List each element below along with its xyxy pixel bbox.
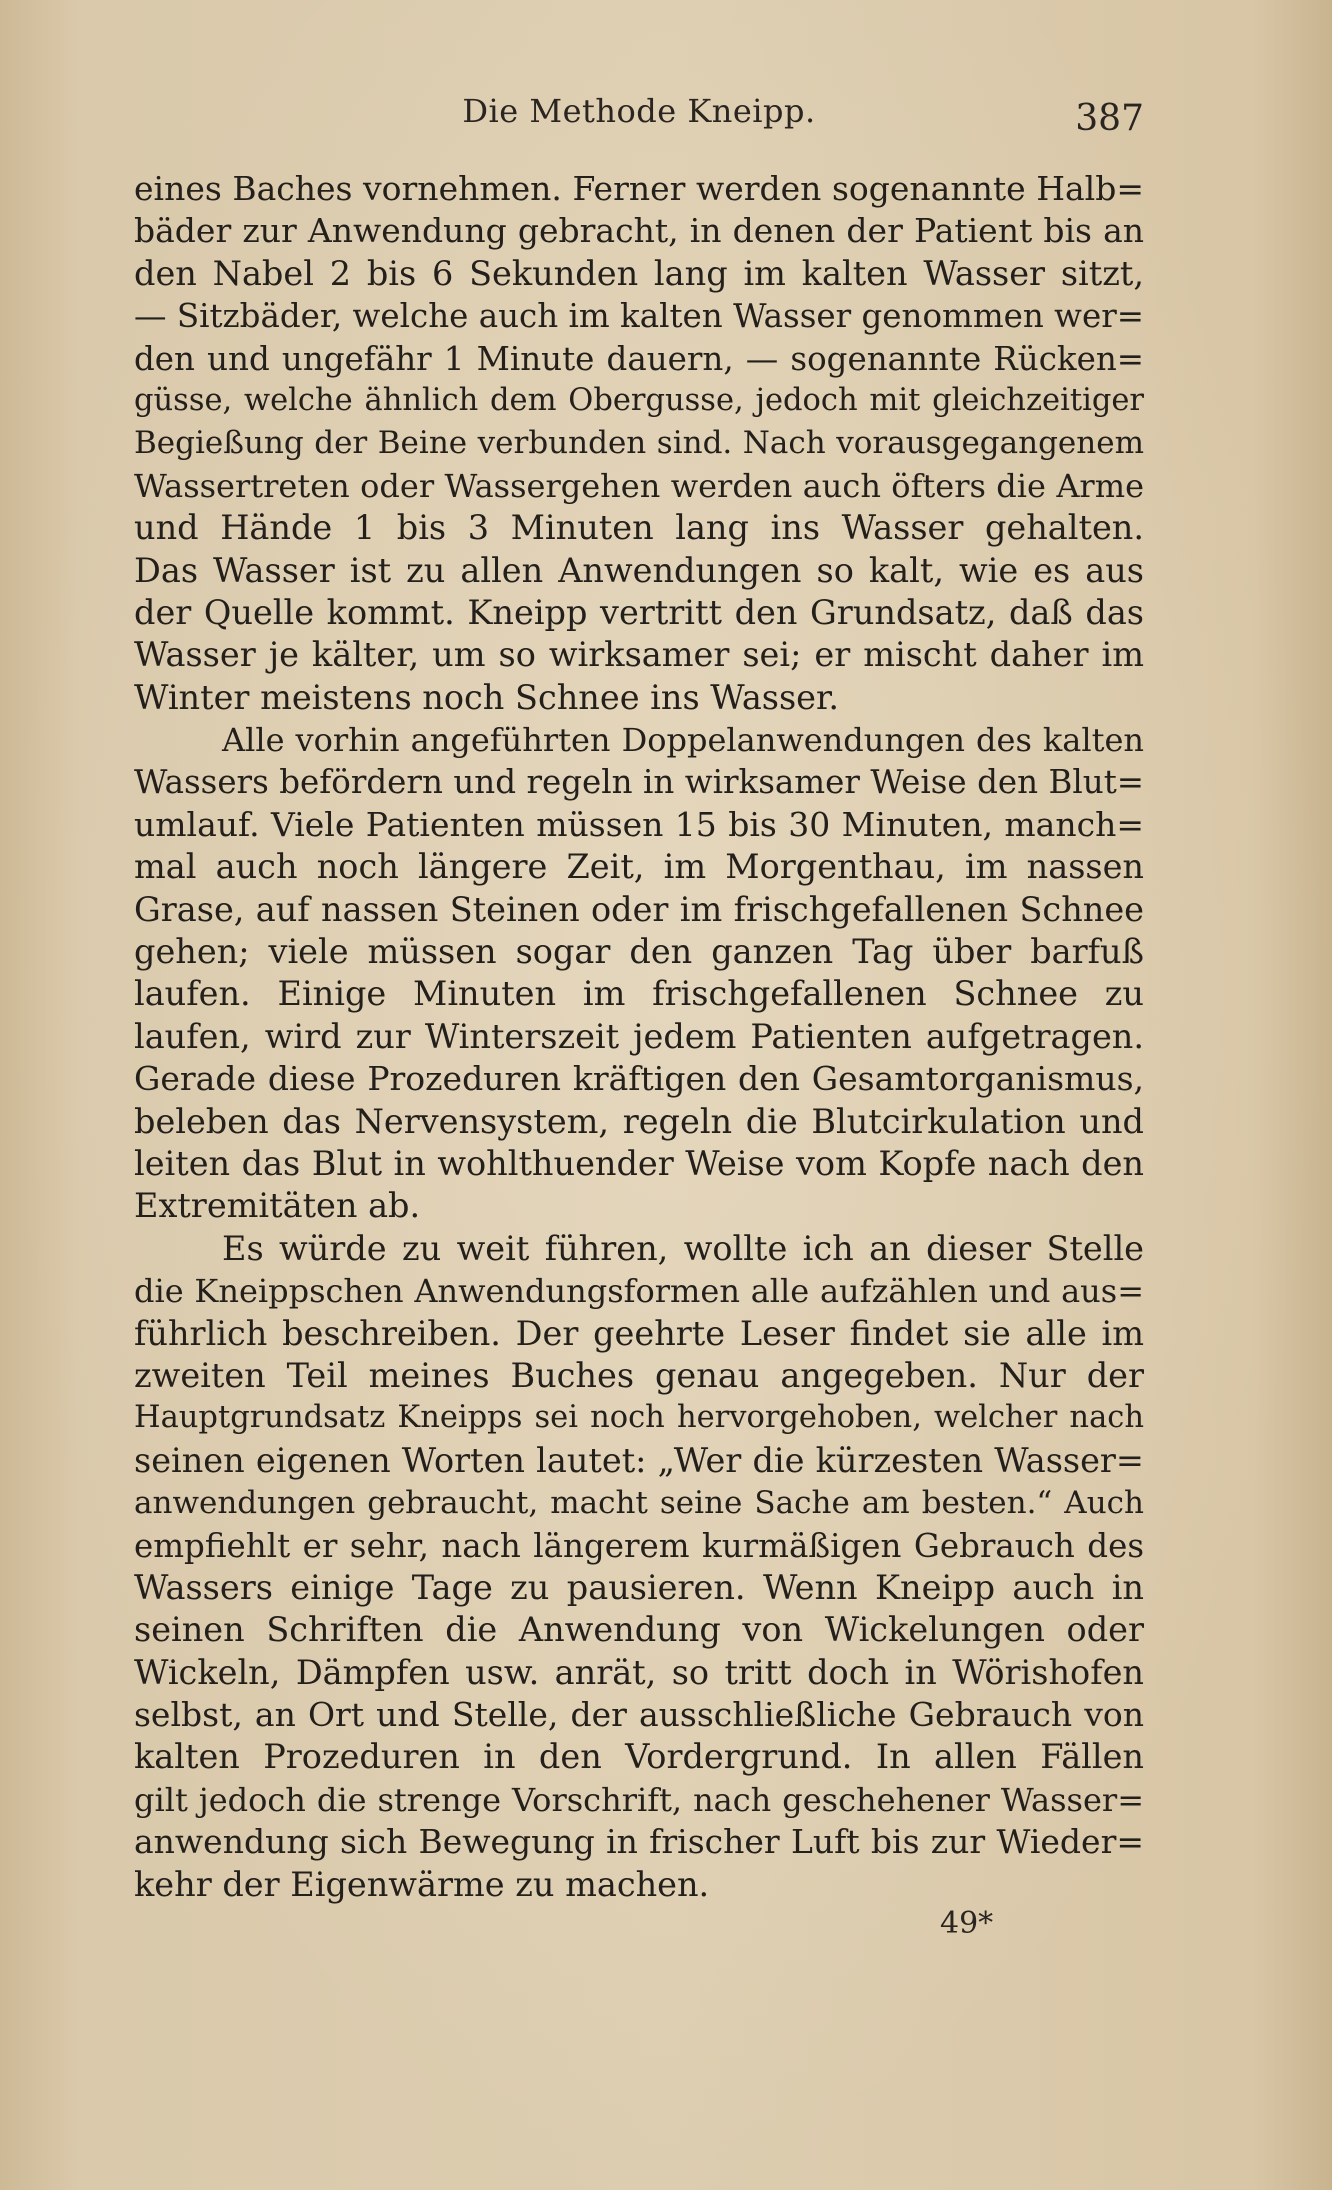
- text-line: Gerade diese Prozeduren kräftigen den Gesamtorganismus,: [134, 1059, 1144, 1099]
- text-line: den Nabel 2 bis 6 Sekunden lang im kalten Wasser sitzt,: [134, 253, 1144, 293]
- text-line: güsse, welche ähnlich dem Obergusse, jedoch mit gleichzeitiger: [134, 382, 1144, 418]
- text-line: den und ungefähr 1 Minute dauern, — sogenannte Rücken=: [134, 339, 1144, 378]
- text-line: führlich beschreiben. Der geehrte Leser findet sie alle im: [134, 1313, 1144, 1353]
- text-line: Wassers einige Tage zu pausieren. Wenn Kneipp auch in: [134, 1567, 1144, 1607]
- text-line: bäder zur Anwendung gebracht, in denen der Patient bis an: [134, 211, 1144, 251]
- text-line: Wasser je kälter, um so wirksamer sei; er mischt daher im: [134, 635, 1144, 675]
- text-line: kehr der Eigenwärme zu machen.: [134, 1864, 710, 1904]
- text-line: seinen eigenen Worten lautet: „Wer die kürzesten Wasser=: [134, 1440, 1144, 1480]
- text-line: Es würde zu weit führen, wollte ich an dieser Stelle: [222, 1228, 1144, 1268]
- text-line: anwendung sich Bewegung in frischer Luft bis zur Wieder=: [134, 1822, 1144, 1862]
- text-line: zweiten Teil meines Buches genau angegeben. Nur der: [134, 1355, 1144, 1395]
- text-line: leiten das Blut in wohlthuender Weise vom Kopfe nach den: [134, 1143, 1144, 1183]
- text-line: laufen, wird zur Winterszeit jedem Patienten aufgetragen.: [134, 1016, 1144, 1056]
- text-line: selbst, an Ort und Stelle, der ausschließliche Gebrauch von: [134, 1695, 1144, 1735]
- text-line: gehen; viele müssen sogar den ganzen Tag über barfuß: [134, 932, 1144, 972]
- text-line: Begießung der Beine verbunden sind. Nach vorausgegangenem: [134, 425, 1144, 462]
- text-line: gilt jedoch die strenge Vorschrift, nach geschehener Wasser=: [134, 1780, 1144, 1819]
- text-line: seinen Schriften die Anwendung von Wickelungen oder: [134, 1610, 1144, 1650]
- text-line: Wassers befördern und regeln in wirksamer Weise den Blut=: [134, 763, 1144, 802]
- text-line: empfiehlt er sehr, nach längerem kurmäßigen Gebrauch des: [134, 1526, 1144, 1565]
- text-line: — Sitzbäder, welche auch im kalten Wasser genommen wer=: [134, 297, 1144, 336]
- text-line: Extremitäten ab.: [134, 1186, 421, 1226]
- text-line: Grase, auf nassen Steinen oder im frischgefallenen Schnee: [134, 889, 1144, 929]
- text-line: anwendungen gebraucht, macht seine Sache am besten.“ Auch: [134, 1485, 1144, 1522]
- text-line: die Kneippschen Anwendungsformen alle aufzählen und aus=: [134, 1272, 1144, 1311]
- signature-mark: 49*: [940, 1906, 994, 1941]
- text-line: umlauf. Viele Patienten müssen 15 bis 30 Minuten, manch=: [134, 804, 1144, 844]
- text-line: Das Wasser ist zu allen Anwendungen so kalt, wie es aus: [134, 550, 1144, 590]
- text-line: der Quelle kommt. Kneipp vertritt den Grundsatz, daß das: [134, 592, 1144, 632]
- text-line: Winter meistens noch Schnee ins Wasser.: [134, 677, 839, 717]
- text-line: Wassertreten oder Wassergehen werden auch öfters die Arme: [134, 466, 1144, 505]
- text-line: Hauptgrundsatz Kneipps sei noch hervorgehoben, welcher nach: [134, 1400, 1144, 1436]
- page-number: 387: [1075, 98, 1144, 139]
- text-line: beleben das Nervensystem, regeln die Blutcirkulation und: [134, 1101, 1144, 1141]
- text-line: und Hände 1 bis 3 Minuten lang ins Wasser gehalten.: [134, 508, 1144, 548]
- body-text: [134, 168, 1144, 1906]
- text-line: laufen. Einige Minuten im frischgefallenen Schnee zu: [134, 974, 1144, 1014]
- text-line: Wickeln, Dämpfen usw. anrät, so tritt doch in Wörishofen: [134, 1652, 1144, 1692]
- text-line: eines Baches vornehmen. Ferner werden sogenannte Halb=: [134, 169, 1144, 208]
- running-head: Die Methode Kneipp.: [462, 92, 816, 130]
- text-line: kalten Prozeduren in den Vordergrund. In allen Fällen: [134, 1737, 1144, 1777]
- text-line: Alle vorhin angeführten Doppelanwendungen des kalten: [222, 721, 1144, 760]
- page-header: [134, 92, 1144, 142]
- text-line: mal auch noch längere Zeit, im Morgenthau, im nassen: [134, 847, 1144, 887]
